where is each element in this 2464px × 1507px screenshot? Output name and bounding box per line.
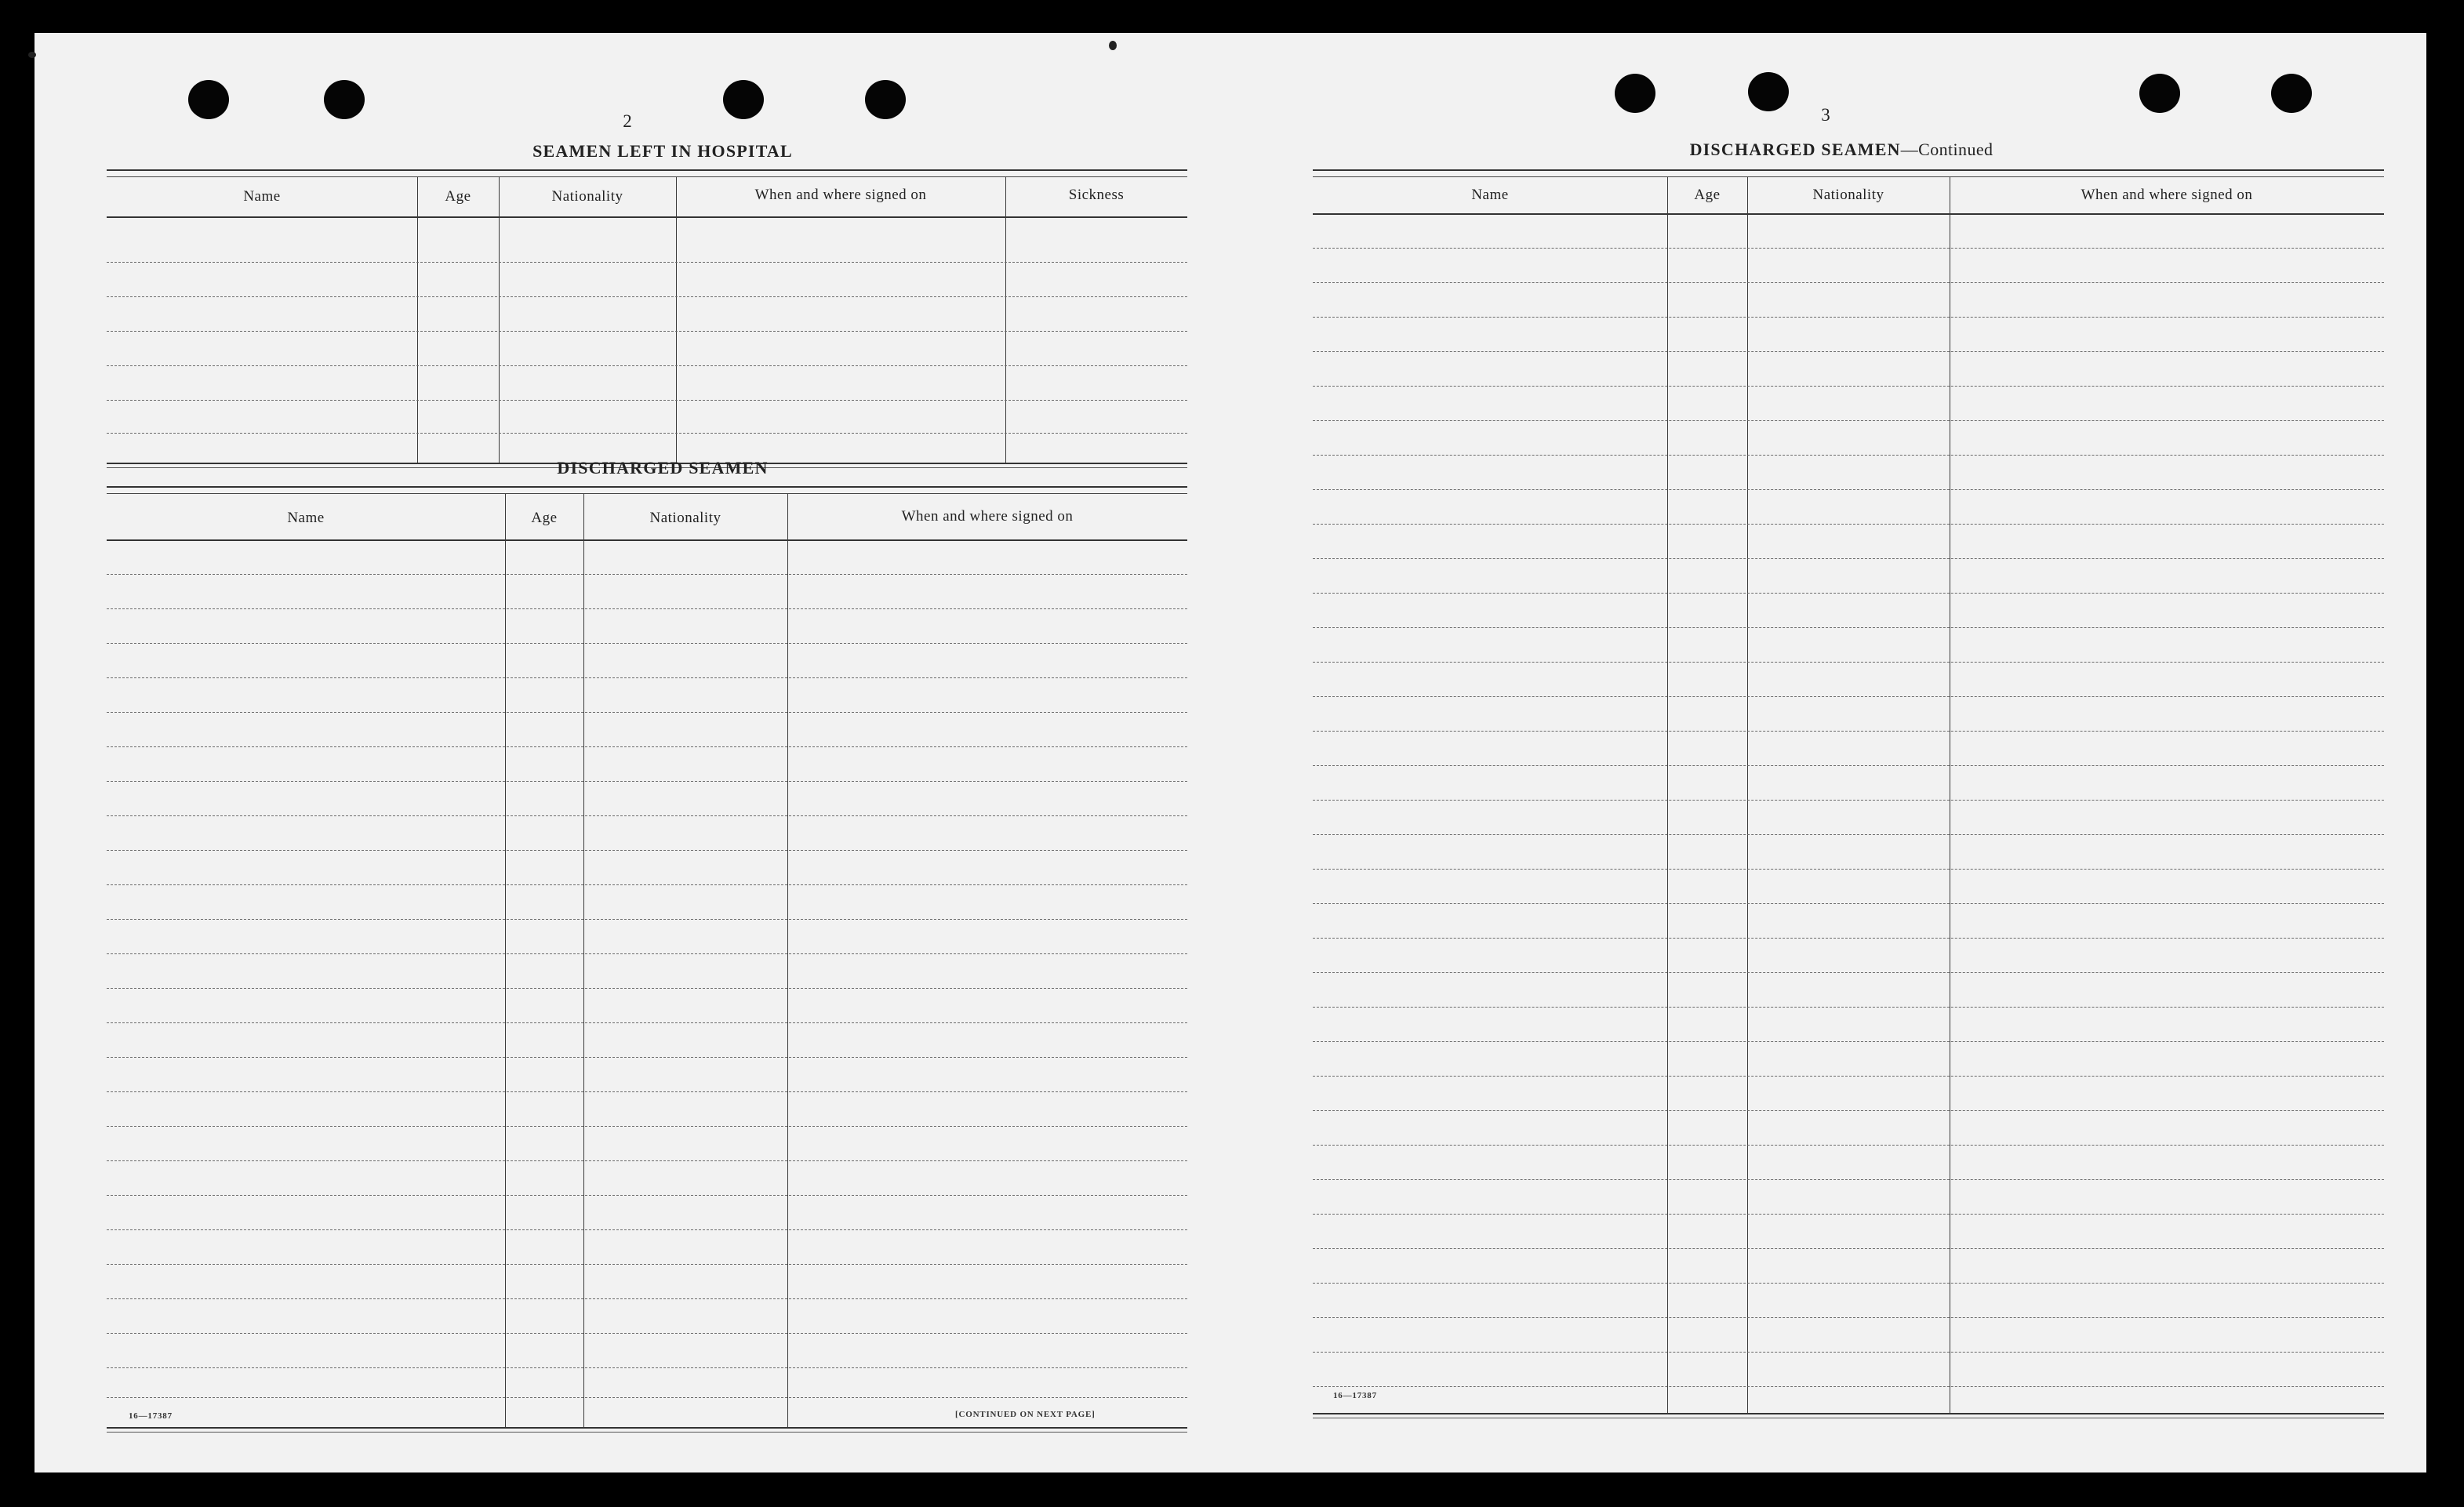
document-sheet (35, 33, 2426, 1473)
discharged-section-title: DISCHARGED SEAMEN (557, 458, 769, 478)
hospital-table (107, 169, 1187, 472)
punch-hole (2271, 74, 2312, 113)
discharged-col-age: Age (531, 510, 558, 526)
right-section-title (1528, 140, 2155, 160)
continued-col-name: Name (1471, 187, 1509, 203)
discharged-col-nationality: Nationality (649, 510, 721, 526)
right-section-title-suffix: —Continued (1900, 140, 1993, 159)
punch-hole (723, 80, 764, 119)
left-form-number: 16—17387 (129, 1411, 173, 1421)
discharged-table-left (107, 486, 1187, 1444)
hospital-col-name: Name (243, 188, 281, 205)
discharged-col-signed-on: When and where signed on (901, 508, 1074, 525)
punch-hole (2139, 74, 2180, 113)
ink-speck (28, 52, 36, 58)
ink-speck (1109, 41, 1117, 50)
hospital-col-age: Age (445, 188, 471, 205)
punch-hole (1748, 72, 1789, 111)
continued-col-nationality: Nationality (1812, 187, 1884, 203)
right-form-number: 16—17387 (1333, 1391, 1377, 1400)
continued-note: [CONTINUED ON NEXT PAGE] (955, 1410, 1096, 1419)
punch-hole (188, 80, 229, 119)
punch-hole (1615, 74, 1655, 113)
punch-hole (865, 80, 906, 119)
hospital-col-nationality: Nationality (551, 188, 623, 205)
hospital-col-sickness: Sickness (1068, 187, 1125, 203)
right-page-number: 3 (1821, 105, 1830, 125)
continued-col-age: Age (1694, 187, 1721, 203)
discharged-table-right (1313, 169, 2384, 1424)
left-page-number: 2 (623, 111, 632, 131)
hospital-col-signed-on: When and where signed on (754, 187, 927, 203)
discharged-col-name: Name (287, 510, 325, 526)
punch-hole (324, 80, 365, 119)
right-section-title-main: DISCHARGED SEAMEN (1689, 140, 1901, 159)
hospital-section-title: SEAMEN LEFT IN HOSPITAL (532, 141, 793, 161)
continued-col-signed-on: When and where signed on (2081, 187, 2253, 203)
